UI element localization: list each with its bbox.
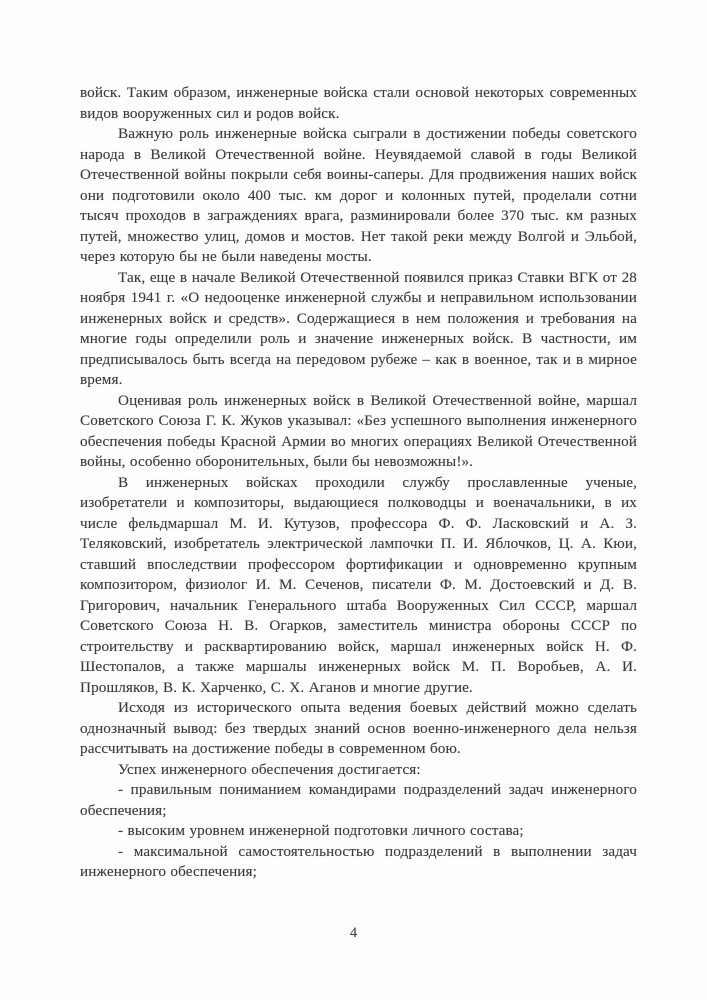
paragraph: Оценивая роль инженерных войск в Великой Отечественной войне, маршал Советского Союза Г. К. Жуков указывал: «Без успешного выполнения инженерного обеспечения победы Красной Армии во многих операциях Великой Отечественной войны, особенно оборонительных, были бы невозможны!».: [80, 391, 637, 470]
paragraph: Исходя из исторического опыта ведения боевых действий можно сделать однозначный вывод: без твердых знаний основ военно-инженерного дела нельзя рассчитывать на достижение победы в современном бою.: [80, 699, 637, 757]
list-item-dash: - максимальной самостоятельностью подразделений в выполнении задач инженерного обеспечения;: [80, 842, 637, 880]
paragraph: Так, еще в начале Великой Отечественной появился приказ Ставки ВГК от 28 ноября 1941 г. «О недооценке инженерной службы и неправильном использовании инженерных войск и средств». Содержащиеся в нем положения и требования на многие годы определили роль и значение инженерных войск. В частности, им предписывалось быть всегда на передовом рубеже – как в военное, так и в мирное время.: [80, 268, 637, 388]
list-item-dash: - правильным пониманием командирами подразделений задач инженерного обеспечения;: [80, 781, 637, 819]
paragraph-continuation: войск. Таким образом, инженерные войска стали основой некоторых современных видов вооруженных сил и родов войск.: [80, 84, 637, 122]
list-item-dash: - высоким уровнем инженерной подготовки личного состава;: [118, 822, 524, 839]
paragraph: Важную роль инженерные войска сыграли в достижении победы советского народа в Великой Отечественной войне. Неувядаемой славой в годы Великой Отечественной войны покрыли себя воины-саперы. Для продвижения наших войск они подготовили около 400 тыс. км дорог и колонных путей, проделали сотни тысяч проходов в заграждениях врага, разминировали более 370 тыс. км разных путей, множество улиц, домов и мостов. Нет такой реки между Волгой и Эльбой, через которую бы не были наведены мосты.: [80, 125, 637, 265]
paragraph: Успех инженерного обеспечения достигается:: [118, 760, 421, 778]
paragraph: В инженерных войсках проходили службу прославленные ученые, изобретатели и композиторы, выдающиеся полководцы и военачальники, в их числе фельдмаршал М. И. Кутузов, профессора Ф. Ф. Ласковский и А. З. Теляковский, изобретатель электрической лампочки П. И. Яблочков, Ц. А. Кюи, ставший впоследствии профессором фортификации и одновременно крупным композитором, физиолог И. М. Сеченов, писатели Ф. М. Достоевский и Д. В. Григорович, начальник Генерального штаба Вооруженных Сил СССР, маршал Советского Союза Н. В. Огарков, заместитель министра обороны СССР по строительству и расквартированию войск, маршал инженерных войск Н. Ф. Шестопалов, а также маршалы инженерных войск М. П. Воробьев, А. И. Прошляков, В. К. Харченко, С. Х. Аганов и многие другие.: [80, 473, 637, 696]
page-number: 4: [349, 925, 358, 941]
text-block: [80, 83, 637, 883]
